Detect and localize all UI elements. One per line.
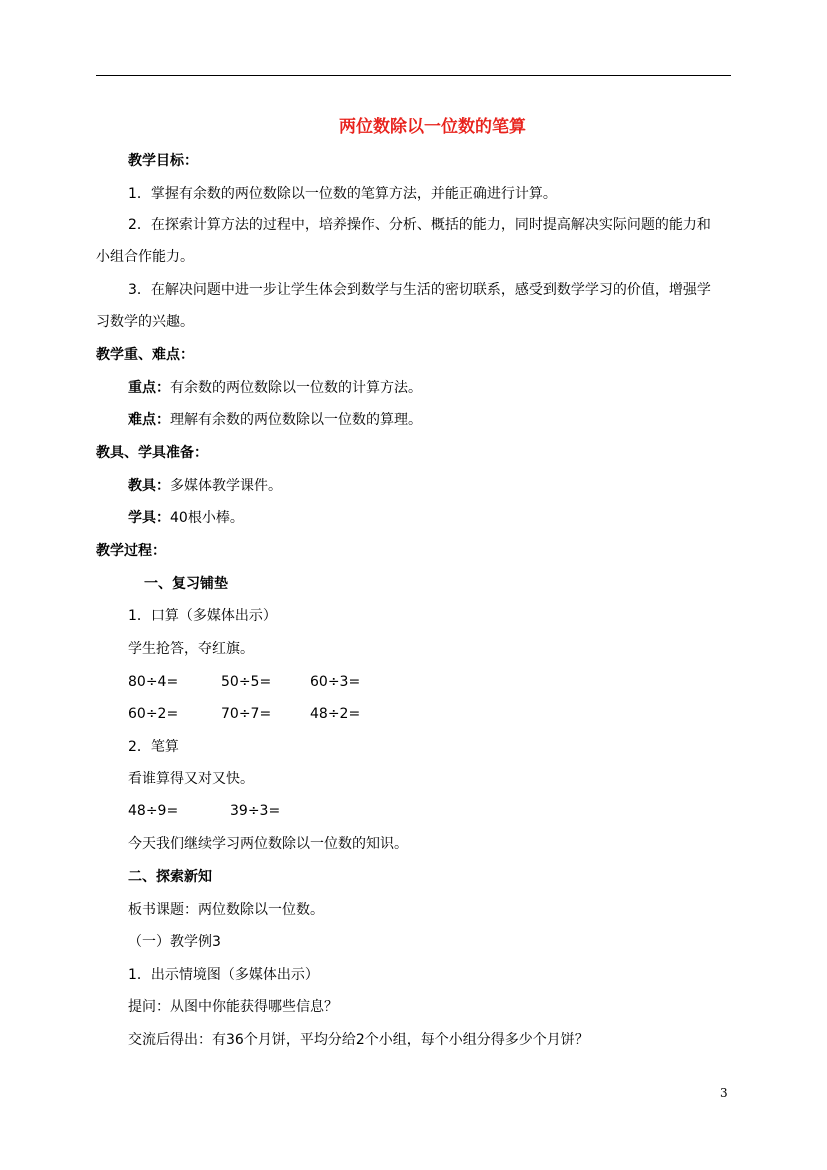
focus-label: 重点： bbox=[128, 380, 170, 396]
example-heading: （一）教学例3 bbox=[128, 934, 221, 950]
scene-step: 1．出示情境图（多媒体出示） bbox=[128, 967, 319, 983]
question-text: 提问：从图中你能获得哪些信息？ bbox=[128, 999, 338, 1015]
oral-problem: 50÷5= bbox=[221, 674, 272, 690]
written-problem: 48÷9= bbox=[128, 803, 179, 819]
transition-text: 今天我们继续学习两位数除以一位数的知识。 bbox=[128, 836, 408, 852]
page-number: 3 bbox=[720, 1086, 728, 1100]
part1-heading: 一、复习铺垫 bbox=[144, 576, 228, 592]
difficulty-label: 难点： bbox=[128, 412, 170, 428]
materials-heading: 教具、学具准备： bbox=[96, 445, 208, 461]
key-points-heading: 教学重、难点： bbox=[96, 347, 194, 363]
oral-heading: 1．口算（多媒体出示） bbox=[128, 608, 277, 624]
oral-instruction: 学生抢答，夺红旗。 bbox=[128, 641, 254, 657]
document-title: 两位数除以一位数的笔算 bbox=[339, 117, 526, 137]
objective-2-line2: 小组合作能力。 bbox=[96, 249, 194, 265]
oral-problem: 60÷2= bbox=[128, 706, 179, 722]
objective-2-line1: 2．在探索计算方法的过程中，培养操作、分析、概括的能力，同时提高解决实际问题的能力和 bbox=[128, 217, 711, 233]
oral-problem: 60÷3= bbox=[310, 674, 361, 690]
oral-problem: 70÷7= bbox=[221, 706, 272, 722]
written-instruction: 看谁算得又对又快。 bbox=[128, 771, 254, 787]
oral-problem: 80÷4= bbox=[128, 674, 179, 690]
teacher-label: 教具： bbox=[128, 478, 170, 494]
written-problem: 39÷3= bbox=[230, 803, 281, 819]
student-text: 40根小棒。 bbox=[170, 510, 244, 526]
difficulty-text: 理解有余数的两位数除以一位数的算理。 bbox=[170, 412, 422, 428]
oral-problem: 48÷2= bbox=[310, 706, 361, 722]
conclusion-text: 交流后得出：有36个月饼，平均分给2个小组，每个小组分得多少个月饼？ bbox=[128, 1032, 589, 1048]
objective-1: 1．掌握有余数的两位数除以一位数的笔算方法，并能正确进行计算。 bbox=[128, 186, 557, 202]
focus-point bbox=[128, 378, 422, 398]
difficulty-point bbox=[128, 410, 422, 430]
focus-text: 有余数的两位数除以一位数的计算方法。 bbox=[170, 380, 422, 396]
process-heading: 教学过程： bbox=[96, 543, 166, 559]
part2-heading: 二、探索新知 bbox=[128, 869, 212, 885]
student-materials bbox=[128, 508, 244, 528]
teacher-materials bbox=[128, 476, 282, 496]
objective-3-line2: 习数学的兴趣。 bbox=[96, 314, 194, 330]
teacher-text: 多媒体教学课件。 bbox=[170, 478, 282, 494]
header-rule bbox=[96, 75, 731, 76]
objectives-heading: 教学目标： bbox=[128, 153, 198, 169]
objective-3-line1: 3．在解决问题中进一步让学生体会到数学与生活的密切联系，感受到数学学习的价值，增强学 bbox=[128, 282, 711, 298]
board-title: 板书课题：两位数除以一位数。 bbox=[128, 902, 324, 918]
student-label: 学具： bbox=[128, 510, 170, 526]
written-heading: 2．笔算 bbox=[128, 739, 179, 755]
